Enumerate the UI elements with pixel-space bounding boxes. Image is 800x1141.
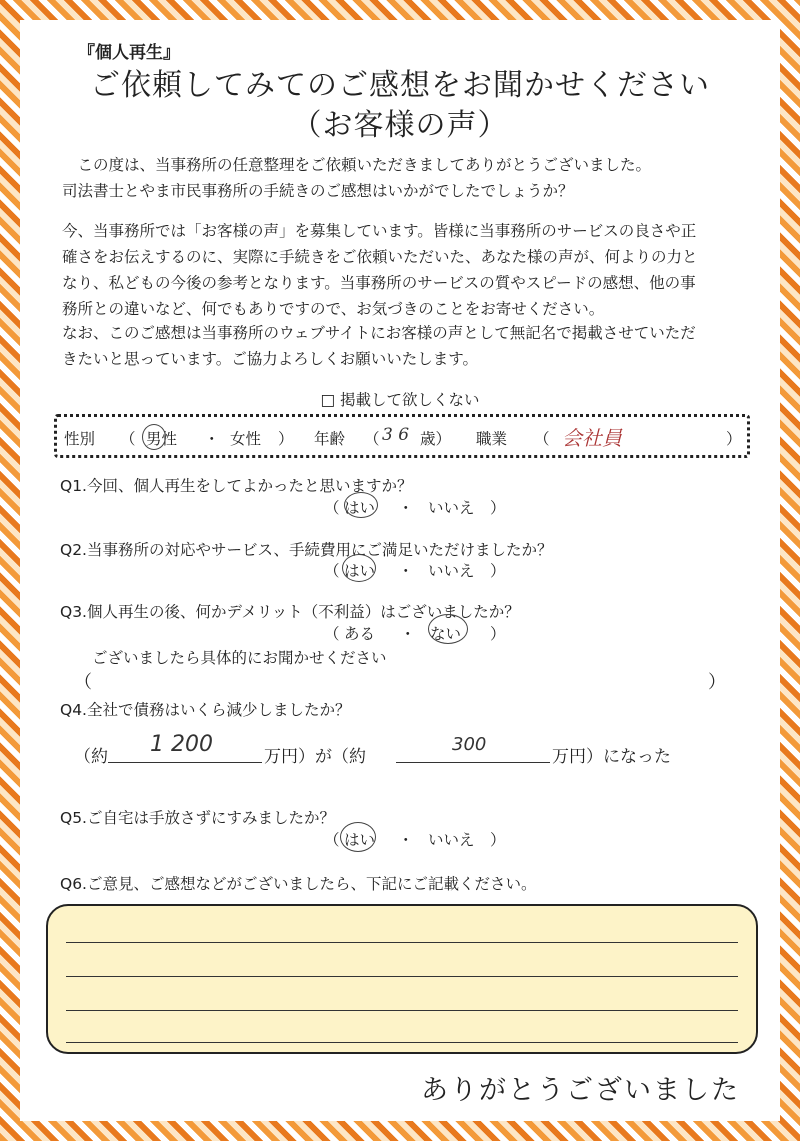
intro-line: この度は、当事務所の任意整理をご依頼いただきましてありがとうございました。 xyxy=(62,156,652,174)
separator-dot: ・ xyxy=(398,831,414,849)
q5-no-option[interactable]: いいえ xyxy=(428,831,475,849)
q1-no-option[interactable]: いいえ xyxy=(428,499,475,517)
job-open: （ xyxy=(534,430,550,448)
gender-female-option[interactable]: 女性 xyxy=(230,430,262,448)
q5-close: ） xyxy=(490,831,506,849)
intro-line: 確さをお伝えするのに、実際に手続きをご依頼いただいた、あなた様の声が、何よりの力と xyxy=(62,248,698,266)
intro-line: なり、私どもの今後の参考となります。当事務所のサービスの質やスピードの感想、他の事 xyxy=(62,274,696,292)
q3-yes-option[interactable]: ある xyxy=(344,625,376,643)
handwritten-circle xyxy=(428,614,468,644)
page-title: ご依頼してみてのご感想をお聞かせください xyxy=(90,68,710,103)
intro-line: きたいと思っています。ご協力よろしくお願いいたします。 xyxy=(62,350,479,368)
gender-male-option[interactable]: 男性 xyxy=(146,430,178,448)
question-1: Q1.今回、個人再生をしてよかったと思いますか？ xyxy=(60,477,413,495)
q4-prefix: （約 xyxy=(74,747,108,767)
separator-dot: ・ xyxy=(398,562,414,580)
q4-suffix: 万円）になった xyxy=(552,747,671,767)
q5-open: （ xyxy=(324,831,340,849)
q5-yes-option[interactable]: はい xyxy=(344,831,376,849)
age-unit: 歳） xyxy=(420,430,452,448)
q3-open: （ xyxy=(324,625,340,643)
handwritten-circle xyxy=(340,822,376,852)
q3-detail-close: ） xyxy=(708,672,726,693)
q1-close: ） xyxy=(490,499,506,517)
intro-line: 今、当事務所では「お客様の声」を募集しています。皆様に当事務所のサービスの良さや正 xyxy=(62,222,697,240)
gender-close: ） xyxy=(278,430,294,448)
comment-line xyxy=(66,942,738,943)
q3-no-option[interactable]: ない xyxy=(430,625,462,643)
question-3: Q3.個人再生の後、何かデメリット（不利益）はございましたか？ xyxy=(60,603,520,621)
q4-after-line xyxy=(396,762,550,763)
intro-line: なお、このご感想は当事務所のウェブサイトにお客様の声として無記名で掲載させていただ xyxy=(62,324,696,342)
q4-before-line xyxy=(108,762,262,763)
intro-paragraph-1 xyxy=(62,152,752,204)
question-2: Q2.当事務所の対応やサービス、手続費用にご満足いただけましたか？ xyxy=(60,541,553,559)
intro-paragraph-3 xyxy=(62,320,752,372)
gender-open: （ xyxy=(120,430,136,448)
comment-box[interactable] xyxy=(46,904,758,1054)
age-value[interactable]: 3 6 xyxy=(382,425,410,445)
handwritten-circle xyxy=(342,554,376,582)
page-subtitle: （お客様の声） xyxy=(291,108,509,143)
q1-open: （ xyxy=(324,499,340,517)
intro-line: 務所との違いなど、何でもありですので、お気づきのことをお寄せください。 xyxy=(62,300,605,318)
separator-dot: ・ xyxy=(204,430,220,448)
q2-no-option[interactable]: いいえ xyxy=(428,562,475,580)
q3-close: ） xyxy=(490,625,506,643)
comment-line xyxy=(66,1010,738,1011)
q3-detail-open: （ xyxy=(74,672,92,693)
separator-dot: ・ xyxy=(400,625,416,643)
thank-you-text: ありがとうございました xyxy=(421,1075,740,1106)
comment-line xyxy=(66,1042,738,1043)
series-label: 『個人再生』 xyxy=(78,43,180,63)
q3-detail-prompt: ございましたら具体的にお聞かせください xyxy=(92,649,387,667)
age-open: （ xyxy=(364,430,380,448)
q1-yes-option[interactable]: はい xyxy=(344,499,376,517)
q4-middle: 万円）が（約 xyxy=(264,747,366,767)
job-value[interactable]: 会社員 xyxy=(562,426,622,450)
age-label: 年齢 xyxy=(314,430,346,448)
job-close: ） xyxy=(726,430,742,448)
q2-yes-option[interactable]: はい xyxy=(344,562,376,580)
q4-before-amount[interactable]: 1 200 xyxy=(150,732,213,757)
q2-open: （ xyxy=(324,562,340,580)
handwritten-circle xyxy=(344,492,378,518)
job-label: 職業 xyxy=(476,430,508,448)
question-4: Q4.全社で債務はいくら減少しましたか？ xyxy=(60,701,351,719)
question-5: Q5.ご自宅は手放さずにすみましたか？ xyxy=(60,809,335,827)
question-6: Q6.ご意見、ご感想などがございましたら、下記にご記載ください。 xyxy=(60,875,537,893)
intro-paragraph-2 xyxy=(62,218,752,322)
gender-label: 性別 xyxy=(64,430,96,448)
intro-line: 司法書士とやま市民事務所の手続きのご感想はいかがでしたでしょうか？ xyxy=(62,182,574,200)
separator-dot: ・ xyxy=(398,499,414,517)
q4-after-amount[interactable]: 300 xyxy=(452,734,487,755)
publish-opt-out-checkbox[interactable]: □ 掲載して欲しくない xyxy=(320,391,480,409)
comment-line xyxy=(66,976,738,977)
q2-close: ） xyxy=(490,562,506,580)
handwritten-circle xyxy=(142,424,166,450)
